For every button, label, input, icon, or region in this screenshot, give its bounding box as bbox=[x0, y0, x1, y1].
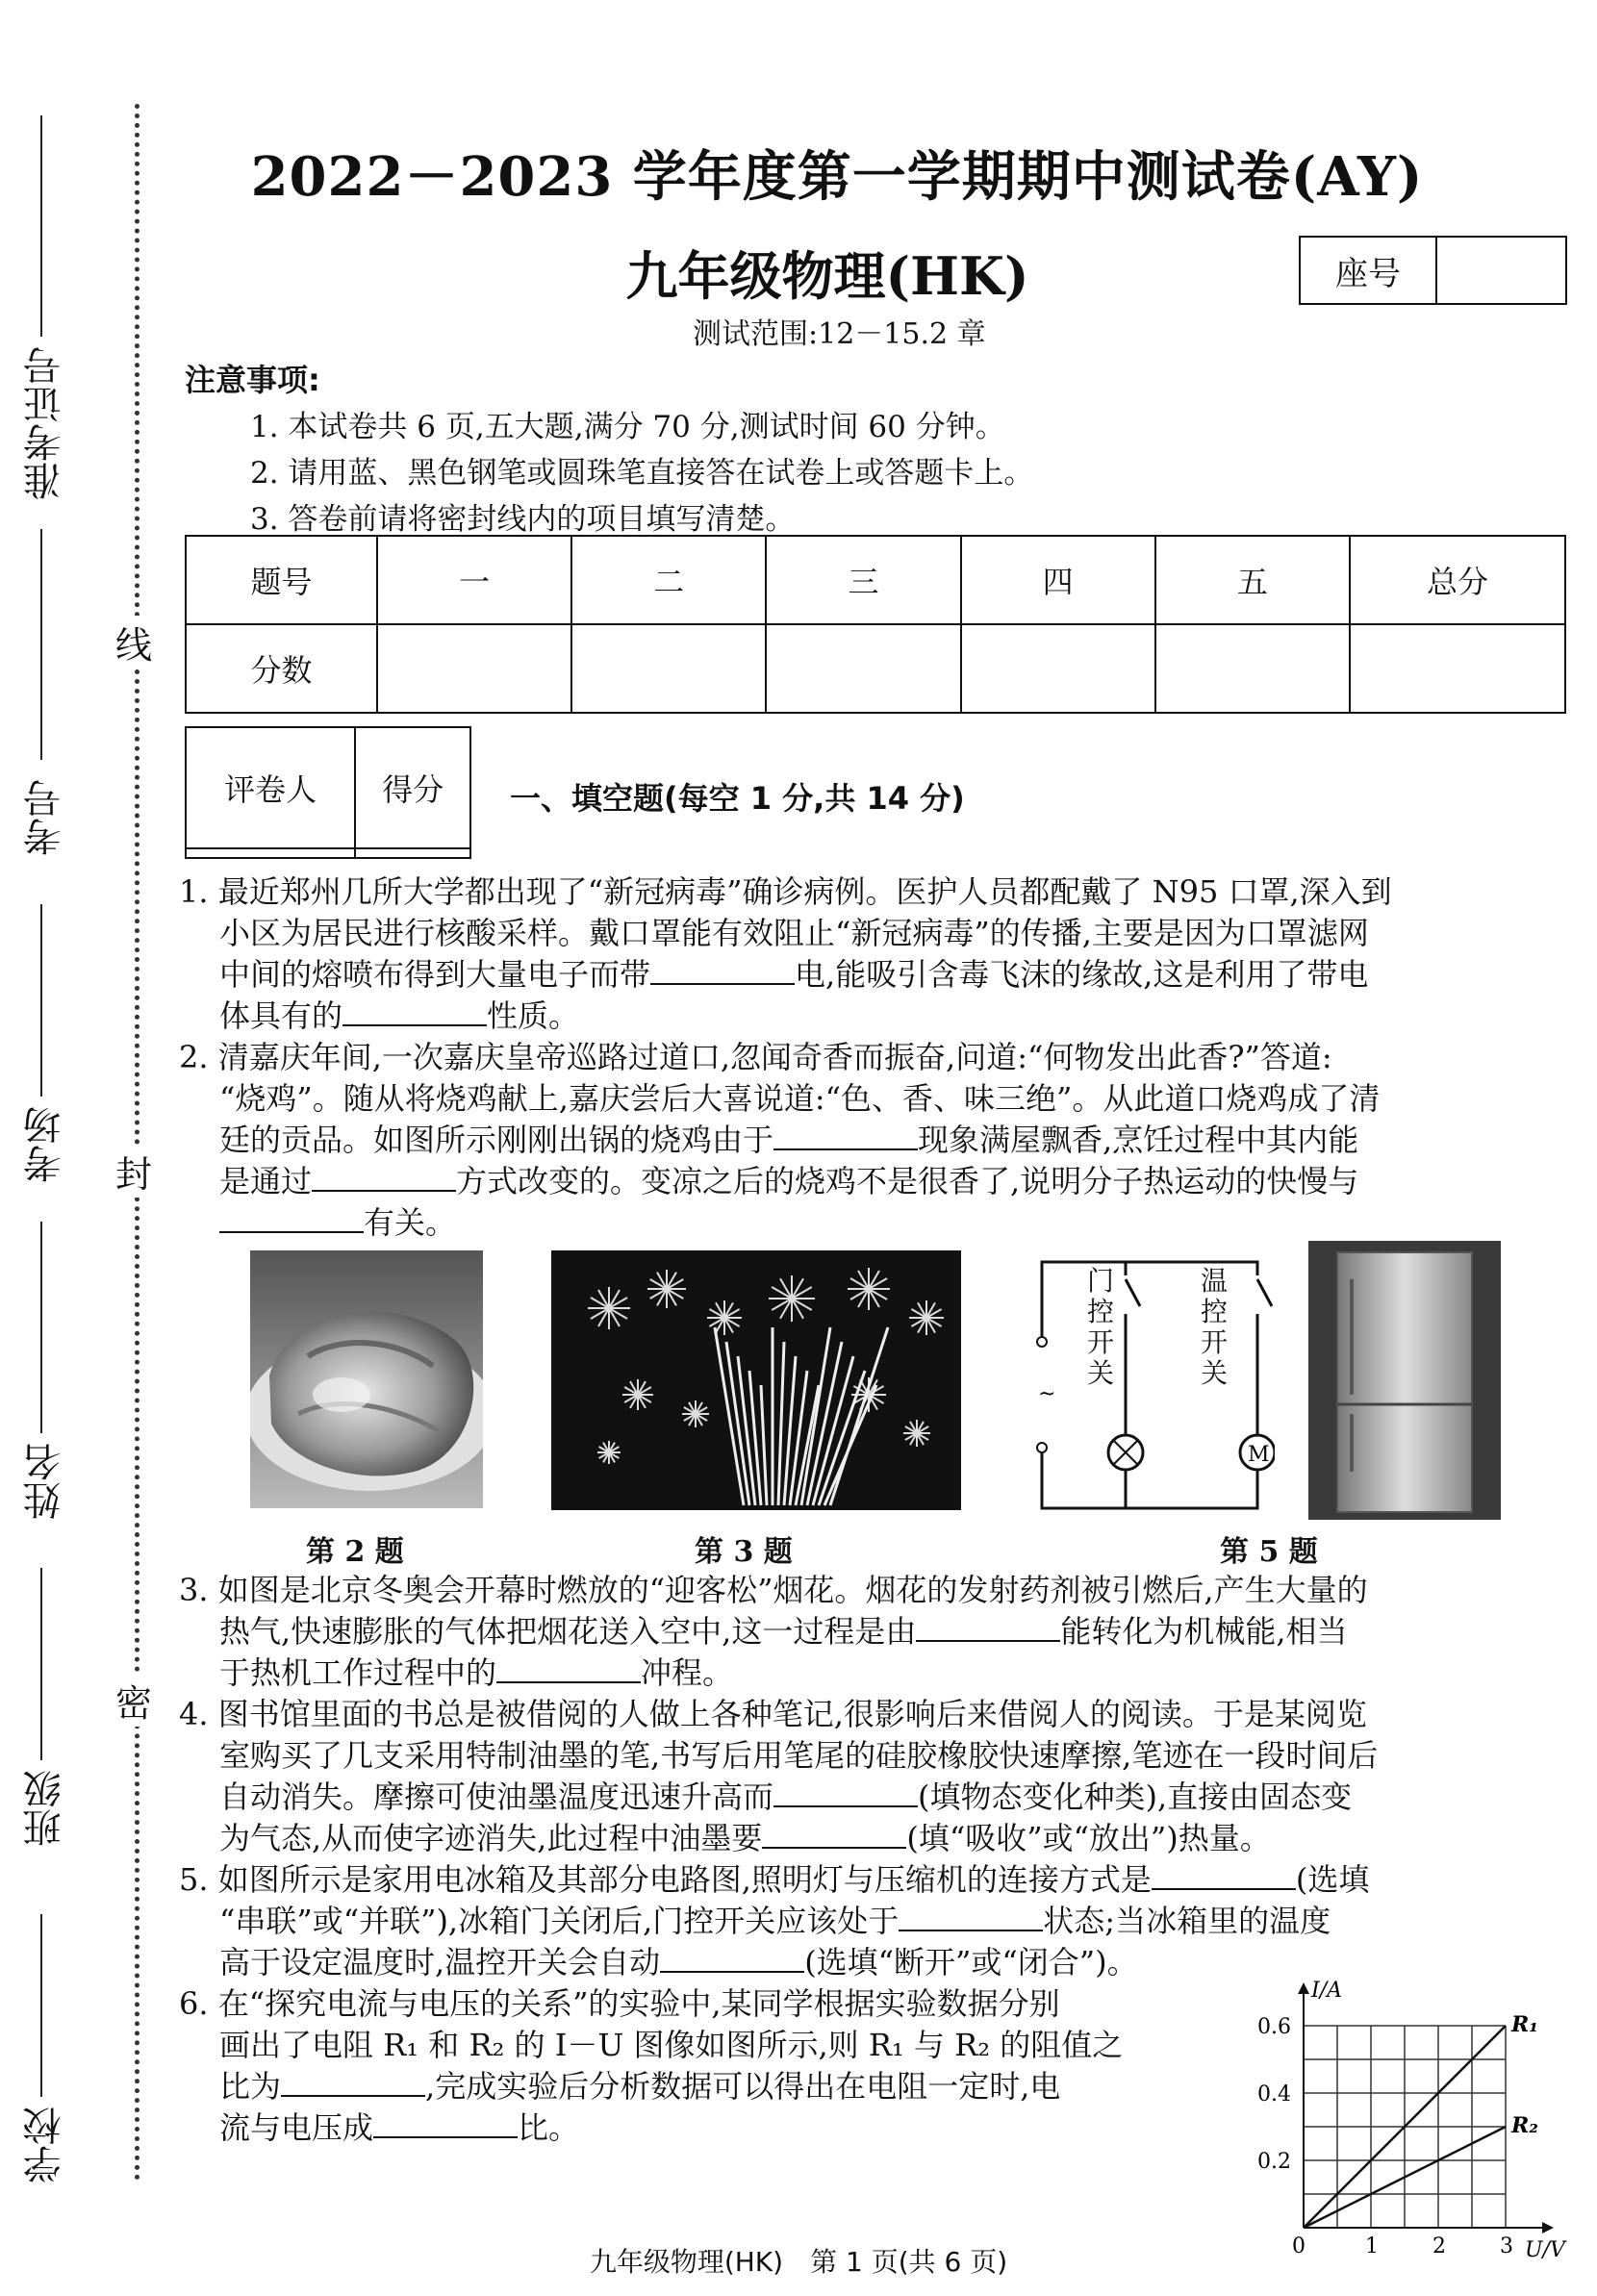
exam-subtitle: 九年级物理(HK) bbox=[625, 245, 1029, 307]
tick-label-origin: 0 bbox=[1292, 2234, 1305, 2258]
series-label: R₁ bbox=[1511, 2012, 1538, 2037]
answer-blank[interactable] bbox=[1152, 1859, 1296, 1890]
question-line: 热气,快速膨胀的气体把烟花送入空中,这一过程是由 能转化为机械能,相当 bbox=[219, 1613, 1348, 1650]
answer-blank[interactable] bbox=[773, 1120, 918, 1150]
question-line: 室购买了几支采用特制油墨的笔,书写后用笔尾的硅胶橡胶快速摩擦,笔迹在一段时间后 bbox=[219, 1737, 1379, 1774]
answer-blank[interactable] bbox=[899, 1901, 1043, 1931]
question-6 bbox=[179, 1983, 1247, 2149]
x-axis-arrow-icon bbox=[1542, 2222, 1554, 2233]
x-tick-label: 1 bbox=[1365, 2234, 1379, 2258]
figure-caption-q5: 第 5 题 bbox=[1220, 1535, 1318, 1569]
score-table-header-row bbox=[186, 536, 1565, 624]
exam-room-label: 考场 bbox=[23, 1106, 67, 1183]
grader-header-cell: 评卷人 bbox=[186, 727, 355, 848]
score-cell[interactable] bbox=[961, 624, 1155, 713]
seal-char-line: 线 bbox=[115, 616, 152, 669]
ac-source-symbol: ~ bbox=[1038, 1382, 1056, 1406]
admission-number-line bbox=[40, 115, 42, 337]
question-line: 比为 ,完成实验后分析数据可以得出在电阻一定时,电 bbox=[219, 2068, 1061, 2105]
figure-caption-q2: 第 2 题 bbox=[306, 1535, 404, 1569]
question-line: 5. 如图所示是家用电冰箱及其部分电路图,照明灯与压缩机的连接方式是 (选填 bbox=[179, 1861, 1370, 1898]
section-title: 一、填空题(每空 1 分,共 14 分) bbox=[510, 780, 965, 817]
roast-chicken-photo bbox=[250, 1250, 483, 1508]
page-footer: 九年级物理(HK) 第 1 页(共 6 页) bbox=[589, 2246, 1008, 2278]
answer-blank[interactable] bbox=[916, 1611, 1060, 1642]
question-4 bbox=[179, 1694, 1574, 1859]
y-axis-arrow-icon bbox=[1298, 1982, 1309, 1994]
answer-blank[interactable] bbox=[312, 1161, 456, 1192]
exam-number-label: 考号 bbox=[23, 779, 67, 856]
score-header-cell: 四 bbox=[961, 536, 1155, 624]
score-table-row bbox=[186, 624, 1565, 713]
school-line bbox=[40, 1914, 42, 2097]
question-5 bbox=[179, 1859, 1574, 1983]
question-3 bbox=[179, 1570, 1574, 1694]
question-line: 为气态,从而使字迹消失,此过程中油墨要 (填“吸收”或“放出”)热量。 bbox=[219, 1820, 1271, 1856]
y-axis-label: I/A bbox=[1311, 1979, 1342, 2003]
terminal-icon bbox=[1037, 1443, 1047, 1452]
iu-graph bbox=[1251, 1970, 1578, 2258]
score-cell[interactable] bbox=[1350, 624, 1565, 713]
name-label: 姓名 bbox=[23, 1443, 67, 1520]
exam-title: 2022－2023 学年度第一学期期中测试卷(AY) bbox=[250, 145, 1424, 209]
question-line: “烧鸡”。随从将烧鸡献上,嘉庆尝后大喜说道:“色、香、味三绝”。从此道口烧鸡成了清 bbox=[219, 1080, 1381, 1117]
score-header-cell: 五 bbox=[1155, 536, 1350, 624]
seal-char-seal: 封 bbox=[115, 1145, 152, 1198]
notice-item: 2. 请用蓝、黑色钢笔或圆珠笔直接答在试卷上或答题卡上。 bbox=[250, 456, 1034, 491]
answer-blank[interactable] bbox=[650, 954, 795, 985]
question-line: 1. 最近郑州几所大学都出现了“新冠病毒”确诊病例。医护人员都配戴了 N95 口罩,深入到 bbox=[179, 873, 1392, 910]
answer-blank[interactable] bbox=[496, 1653, 641, 1683]
seat-number-label: 座号 bbox=[1301, 238, 1437, 303]
score-cell[interactable] bbox=[571, 624, 766, 713]
question-line: 廷的贡品。如图所示刚刚出锅的烧鸡由于 现象满屋飘香,烹饪过程中其内能 bbox=[219, 1122, 1359, 1158]
question-line: 流与电压成 比。 bbox=[219, 2109, 580, 2146]
score-header-cell: 题号 bbox=[186, 536, 377, 624]
class-line bbox=[40, 1568, 42, 1760]
grader-table bbox=[185, 726, 471, 859]
answer-blank[interactable] bbox=[342, 996, 487, 1026]
score-row-label: 分数 bbox=[186, 624, 377, 713]
terminal-icon bbox=[1037, 1337, 1047, 1347]
question-line: 4. 图书馆里面的书总是被借阅的人做上各种笔记,很影响后来借阅人的阅读。于是某阅览 bbox=[179, 1696, 1367, 1732]
score-header-cell: 三 bbox=[766, 536, 960, 624]
question-line: 是通过 方式改变的。变凉之后的烧鸡不是很香了,说明分子热运动的快慢与 bbox=[219, 1163, 1359, 1199]
score-header-cell: 一 bbox=[377, 536, 571, 624]
seat-number-field[interactable] bbox=[1437, 238, 1565, 303]
exam-room-line bbox=[40, 904, 42, 1097]
grader-cell[interactable] bbox=[355, 848, 470, 858]
notice-item: 3. 答卷前请将密封线内的项目填写清楚。 bbox=[250, 502, 796, 537]
question-line: 有关。 bbox=[179, 1202, 1574, 1244]
motor-symbol: M bbox=[1248, 1443, 1270, 1467]
y-tick-label: 0.2 bbox=[1257, 2150, 1291, 2174]
x-tick-label: 3 bbox=[1500, 2234, 1513, 2258]
question-line: 中间的熔喷布得到大量电子而带 电,能吸引含毒飞沫的缘故,这是利用了带电 bbox=[219, 956, 1369, 993]
answer-blank[interactable] bbox=[219, 1202, 364, 1233]
score-cell[interactable] bbox=[377, 624, 571, 713]
score-header-cell: 总分 bbox=[1350, 536, 1565, 624]
test-scope: 测试范围:12－15.2 章 bbox=[693, 317, 986, 351]
fireworks-photo bbox=[551, 1250, 961, 1510]
figure-caption-q3: 第 3 题 bbox=[695, 1535, 793, 1569]
score-cell[interactable] bbox=[766, 624, 960, 713]
seal-dotted-line bbox=[135, 104, 139, 2182]
y-tick-label: 0.4 bbox=[1257, 2082, 1291, 2107]
temp-switch-label: 温控开关 bbox=[1201, 1265, 1229, 1389]
score-header-cell: 二 bbox=[571, 536, 766, 624]
answer-blank[interactable] bbox=[762, 1818, 906, 1849]
series-label: R₂ bbox=[1511, 2113, 1538, 2138]
grader-cell[interactable] bbox=[186, 848, 355, 858]
notice-heading: 注意事项: bbox=[185, 362, 320, 398]
seat-number-box[interactable] bbox=[1299, 236, 1567, 305]
question-line: 于热机工作过程中的 冲程。 bbox=[219, 1654, 734, 1691]
notice-item: 1. 本试卷共 6 页,五大题,满分 70 分,测试时间 60 分钟。 bbox=[250, 410, 1005, 444]
question-line: “串联”或“并联”),冰箱门关闭后,门控开关应该处于 状态;当冰箱里的温度 bbox=[219, 1903, 1331, 1939]
answer-blank[interactable] bbox=[373, 2107, 518, 2138]
score-cell[interactable] bbox=[1155, 624, 1350, 713]
x-tick-label: 2 bbox=[1432, 2234, 1446, 2258]
class-label: 班级 bbox=[23, 1770, 67, 1847]
question-1 bbox=[179, 871, 1574, 1037]
question-2 bbox=[179, 1037, 1574, 1244]
x-axis-label: U/V bbox=[1525, 2238, 1565, 2258]
question-line: 自动消失。摩擦可使油墨温度迅速升高而 (填物态变化种类),直接由固态变 bbox=[219, 1779, 1353, 1815]
admission-number-label: 准考证号 bbox=[23, 346, 67, 500]
question-line: 高于设定温度时,温控开关会自动 (选填“断开”或“闭合”)。 bbox=[219, 1944, 1138, 1981]
fridge-circuit-diagram bbox=[1034, 1250, 1275, 1515]
answer-blank[interactable] bbox=[281, 2066, 425, 2097]
y-tick-label: 0.6 bbox=[1257, 2015, 1291, 2039]
grader-header-cell: 得分 bbox=[355, 727, 470, 848]
exam-number-line bbox=[40, 529, 42, 760]
question-line: 6. 在“探究电流与电压的关系”的实验中,某同学根据实验数据分别 bbox=[179, 1985, 1060, 2022]
seal-char-close: 密 bbox=[115, 1674, 152, 1727]
answer-blank[interactable] bbox=[773, 1777, 918, 1807]
answer-blank[interactable] bbox=[660, 1942, 804, 1973]
question-line: 3. 如图是北京冬奥会开幕时燃放的“迎客松”烟花。烟花的发射药剂被引燃后,产生大量的 bbox=[179, 1572, 1368, 1608]
question-line: 体具有的 性质。 bbox=[219, 997, 580, 1034]
door-switch-label: 门控开关 bbox=[1087, 1265, 1115, 1389]
refrigerator-photo bbox=[1308, 1241, 1501, 1520]
question-line: 2. 清嘉庆年间,一次嘉庆皇帝巡路过道口,忽闻奇香而振奋,问道:“何物发出此香?”答道: bbox=[179, 1039, 1332, 1075]
name-line bbox=[40, 1222, 42, 1433]
score-table bbox=[185, 535, 1566, 714]
school-label: 学校 bbox=[23, 2107, 67, 2183]
question-line: 小区为居民进行核酸采样。戴口罩能有效阻止“新冠病毒”的传播,主要是因为口罩滤网 bbox=[219, 915, 1369, 951]
question-line: 画出了电阻 R₁ 和 R₂ 的 I－U 图像如图所示,则 R₁ 与 R₂ 的阻值之 bbox=[219, 2027, 1124, 2063]
